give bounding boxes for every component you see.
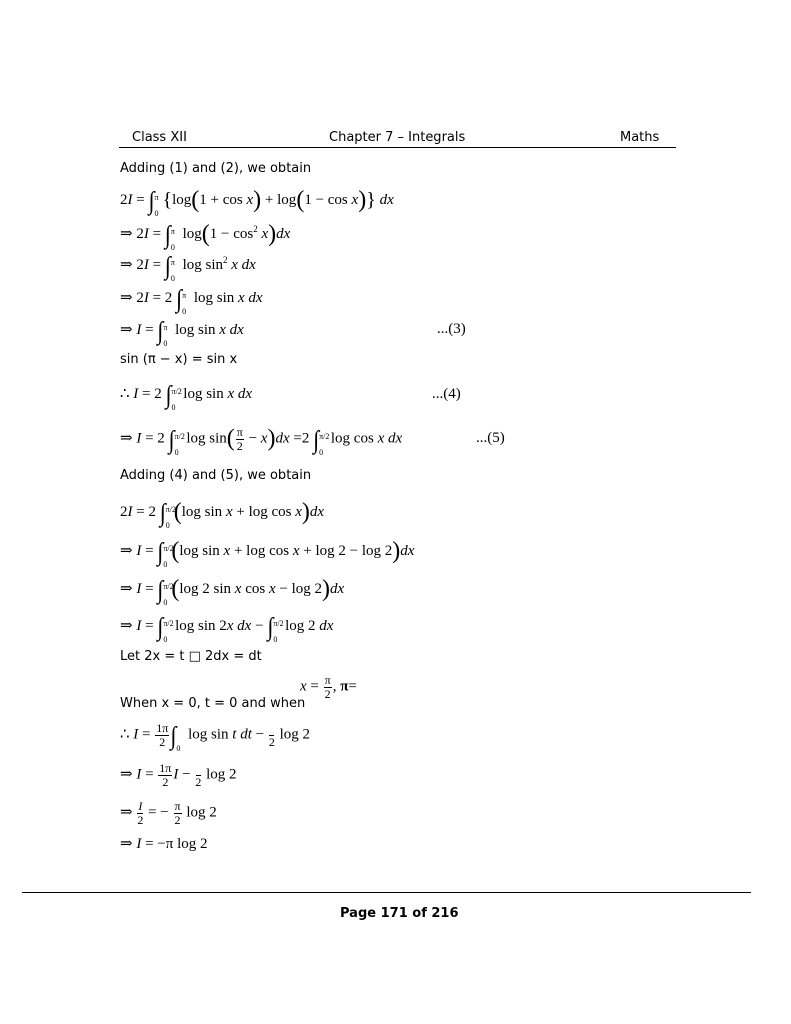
text-let: Let 2x = t □ 2dx = dt	[120, 649, 262, 664]
equation-when-x: x = $\frac{\pi}{2}$ , π=	[300, 673, 357, 701]
text-sin-identity: sin (π − x) = sin x	[120, 352, 238, 367]
equation-14: ⇒ $\frac{I}{2}$ = − $\frac{\pi}{2}$ log 2	[120, 799, 217, 827]
equation-3: ⇒ 2I = ∫ π 0 $\log \sin^2 x$ dx	[120, 251, 256, 283]
equation-9: ⇒ I = ∫ π/2 0 (log sin x + log cos x + log 2 − log 2)dx	[120, 537, 415, 569]
equation-7: ⇒ I = 2 ∫ π/2 0 log sin( $\frac{\pi}{2}$ − x)dx =2 ∫ π/2 0 log cos x dx	[120, 424, 403, 457]
text-adding-1-2: Adding (1) and (2), we obtain	[120, 161, 312, 176]
equation-4: ⇒ 2I = 2 ∫ π 0 log sin x dx	[120, 284, 263, 316]
equation-15: ⇒ I = −π log 2	[120, 836, 208, 852]
equation-5: ⇒ I = ∫ π 0 log sin x dx	[120, 316, 244, 348]
equation-1: 2I = ∫ π 0 {log(1 + cos x) + log(1 − cos x)} dx	[120, 186, 394, 218]
text-adding-4-5: Adding (4) and (5), we obtain	[120, 468, 312, 483]
equation-12: ∴ I = $\frac{1\pi}{2}$ ∫ 0 log sin t dt − 2 log 2	[120, 720, 311, 753]
footer-rule	[22, 892, 751, 893]
tag-eq3: ...(3)	[437, 321, 466, 337]
equation-10: ⇒ I = ∫ π/2 0 (log 2 sin x cos x − log 2)dx	[120, 575, 345, 607]
page-number: Page 171 of 216	[340, 906, 459, 921]
header-class: Class XII	[132, 130, 187, 145]
equation-11: ⇒ I = ∫ π/2 0 log sin 2x dx − ∫ π/2 0 log 2 dx	[120, 612, 334, 644]
equation-13: ⇒ I = $\frac{1\pi}{2}$ I − 2 log 2	[120, 761, 237, 789]
header-rule	[119, 147, 676, 148]
equation-6: ∴ I = 2 ∫ π/2 0 log sin x dx	[120, 380, 253, 412]
header-chapter: Chapter 7 – Integrals	[329, 130, 466, 145]
equation-2: ⇒ 2I = ∫ π 0 $\log(1 - \cos^2 x)dx$	[120, 220, 291, 252]
tag-eq5: ...(5)	[476, 430, 505, 446]
header-subject: Maths	[620, 130, 660, 145]
tag-eq4: ...(4)	[432, 386, 461, 402]
text-when: When x = 0, t = 0 and when	[120, 696, 306, 711]
equation-8: 2I = 2 ∫ π/2 0 (log sin x + log cos x)dx	[120, 498, 325, 530]
